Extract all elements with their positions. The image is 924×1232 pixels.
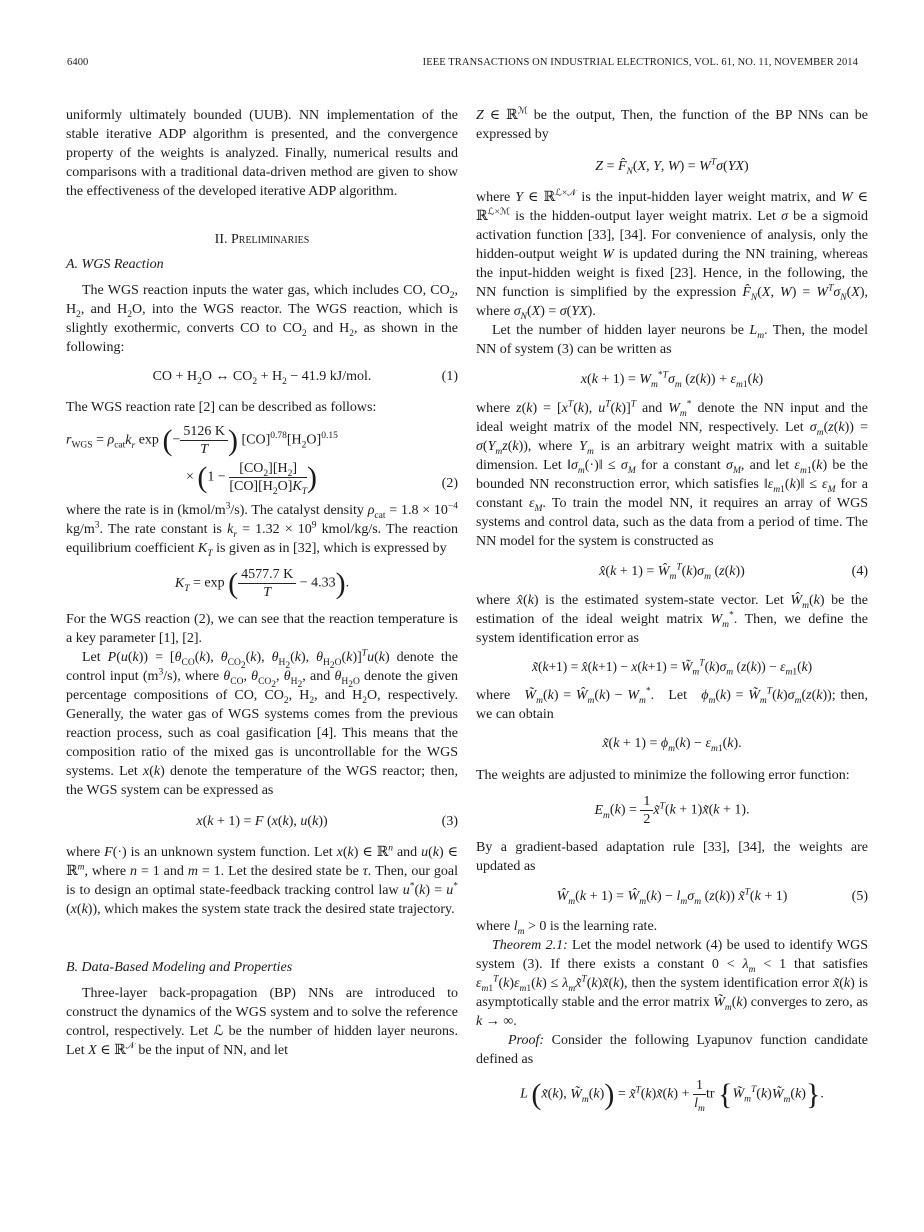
equation-4: x̂(k + $1) = Ŵ_m^T(k)\sigma_m$ (z(k)) (4) bbox=[599, 562, 868, 582]
equation-3: x(k + 1) = F (x(k), u(k)) (3) bbox=[196, 814, 458, 829]
wgs-paragraph: The WGS reaction inputs the water gas, which includes CO, $CO_2$, $H_2$, and $H_2O$, into the WGS reactor. The WGS reaction, which is slightly exothermic, converts CO to $CO_2$ and $H_2$, as shown in the following: bbox=[66, 283, 459, 355]
estimation-paragraph: where x̂(k) is the estimated system-state vector. Let $Ŵ_m(k)$ be the estimation of the ideal weight matrix $W_m^*$. Then, we define the system identification error as bbox=[476, 593, 869, 646]
proof-paragraph: Proof: Consider the following Lyapunov function candidate defined as bbox=[476, 1033, 868, 1067]
subsection-b-heading: B. Data-Based Modeling and Properties bbox=[66, 960, 293, 975]
equation-error-function: $E_m(k)$ = $\frac{1}{2}$ x̃$^T$(k + 1)x̃(k + 1). bbox=[594, 794, 750, 827]
equation-5: $Ŵ_m(k + 1)$ = $Ŵ_m(k) - l_m\sigma_m$ (z(k)) x̃$^T$(k + 1) (5) bbox=[556, 887, 868, 907]
equation-lyapunov: L (x̃(k), $W̃_m(k)$) = x̃$^T$(k)x̃(k) + $\frac{1}{l_m}$ tr $\{W̃_m^T(k)W̃_m(k)\}$. bbox=[520, 1078, 824, 1114]
control-input-paragraph: Let $P(u(k)) = [\theta_{CO}(k)$, $\theta_{CO_2}(k)$, $\theta_{H_2}(k)$, $\theta_{H_2O}(k)]^Tu(k)$ denote the control input $(m^3/s)$, where $\theta_{CO}$, $\theta_{CO_2}$, $\theta_{H_2}$, and $\theta_{H_2O}$ denote the given percentage compositions of CO, $CO_2$, $H_2$, and $H_2O$, respectively. Generally, the water gas of WGS systems comes from the previous reaction process, such as coal gasification [4]. This means that the composition ratio of the mixed gas is uncontrollable for the WGS systems. Let x(k) denote the temperature of the WGS reactor; then, the WGS system can be expressed as bbox=[66, 648, 459, 798]
catalyst-paragraph: where the rate is in $(kmol/m^3/s)$. The catalyst density $\rho_{cat} = 1.8 \times 10^{-4}$ $kg/m^3$. The rate constant is $k_r = 1.32 \times 10^9$ kmol/kg/s. The reaction equilibrium coefficient $K_T$ is given as in [32], which is expressed by bbox=[66, 501, 459, 559]
gradient-paragraph: By a gradient-based adaptation rule [33], [34], the weights are updated as bbox=[476, 840, 868, 874]
intro-paragraph: uniformly ultimately bounded (UUB). NN implementation of the stable iterative ADP algorithm is presented, and the convergence property of the weights is analyzed. Finally, numerical results and comparisons with a traditional data-driven method are given to show the effectiveness of the developed iterative ADP algorithm. bbox=[66, 108, 458, 199]
equation-2-line2: × (1 − $\frac{[CO_2][H_2]}{[CO][H_2O]K_T}$ ) (2) bbox=[186, 461, 458, 497]
section-heading: II. Preliminaries bbox=[214, 232, 310, 247]
equation-1: CO + $H_2O$ ↔ $CO_2 + H_2 - 41.9$ kJ/mol. (1) bbox=[152, 369, 458, 387]
equation-phi: x̃(k + $1) = \phi_m(k) - \varepsilon_{m1}(k)$. bbox=[602, 736, 742, 754]
equation-bp: $Z = F̂_N(X$, Y, $W) = W^T\sigma(YX)$ bbox=[595, 157, 749, 177]
temperature-paragraph: For the WGS reaction (2), we can see that the reaction temperature is a key parameter [1], [2]. bbox=[66, 612, 458, 646]
bp-nn-paragraph: Three-layer back-propagation (BP) NNs are introduced to construct the dynamics of the WGS system and to solve the reference control, respectively. Let ℒ be the number of hidden layer neurons. Let X ∈ ℝ$^𝒩$ be the input of NN, and let bbox=[66, 986, 459, 1058]
equation-ident-error: x̃(k+1) = x̂(k+1) − $x(k+1) = W̃_m^T(k)\sigma_m$ $(z(k)) - \varepsilon_{m1}(k)$ bbox=[531, 658, 813, 678]
equation-2-line1: $r_{WGS} = \rho_{cat}k_r$ exp (− $\frac{5126 K}{T}$ ) $[CO]^{0.78}[H_2O]^{0.15}$ bbox=[66, 424, 338, 457]
output-paragraph: Z ∈ ℝ$^ℳ$ be the output, Then, the function of the BP NNs can be expressed by bbox=[476, 106, 868, 142]
right-column bbox=[476, 106, 868, 1112]
system-function-paragraph: where F(·) is an unknown system function. Let x(k) ∈ ℝ$^n$ and u(k) ∈ ℝ$^m$, where n = 1 and m = 1. Let the desired state be τ. Then, our goal is to design an optimal state-feedback tracking control law u*(k) = u*(x(k)), which makes the system state track the desired state trajectory. bbox=[66, 843, 459, 917]
learning-rate-paragraph: where $l_m > 0$ is the learning rate. bbox=[476, 919, 658, 937]
weight-matrix-paragraph: where Y ∈ ℝ$^{ℒ\times 𝒩}$ is the input-hidden layer weight matrix, and W ∈ ℝ$^{ℒ\times ℳ}$ is the hidden-output layer weight matrix. Let σ be a sigmoid activation function [33], [34]. For convenience of analysis, only the hidden-output weight W is updated during the NN training, whereas the input-hidden weight is fixed [23]. Hence, in the following, the NN function is simplified by the expression $F̂_N(X$, $W) = W^T\sigma_N(X)$, where $\sigma_N(X) = \sigma(YX)$. bbox=[476, 188, 869, 322]
equation-model-nn: $x(k + 1) = W_m^{*T}\sigma_m$ $(z(k)) + \varepsilon_{m1}(k)$ bbox=[580, 370, 764, 390]
weight-error-paragraph: where $W̃_m(k)$ = $Ŵ_m(k) - W_m^*$. Let $\phi_m(k)$ = $W̃_m^T(k)\sigma_m(z(k))$; then, we can obtain bbox=[476, 686, 869, 722]
left-column bbox=[66, 106, 458, 1060]
nn-input-paragraph: where $z(k) = [x^T(k)$, $u^T(k)]^T$ and $W_m^*$ denote the NN input and the ideal weight matrix of the model NN, respectively. Let $\sigma_m(z(k)) = \sigma(Y_mz(k))$, where $Y_m$ is an arbitrary weight matrix with a suitable dimension. Let $‖\sigma_m(\cdot)‖ \le \sigma_M$ for a constant $\sigma_M$, and let $\varepsilon_{m1}(k)$ be the bounded NN reconstruction error, which satisfies $‖\varepsilon_{m1}(k)‖ \le \varepsilon_M$ for a constant $\varepsilon_M$. To train the model NN, it requires an array of WGS systems and control data, such as the data from a period of time. The NN model for the system is constructed as bbox=[476, 399, 869, 549]
error-function-paragraph: The weights are adjusted to minimize the following error function: bbox=[476, 768, 850, 783]
rate-intro: The WGS reaction rate [2] can be described as follows: bbox=[66, 400, 377, 415]
subsection-a-heading: A. WGS Reaction bbox=[66, 257, 164, 272]
page-number: 6400 bbox=[67, 57, 89, 68]
hidden-neurons-paragraph: Let the number of hidden layer neurons be $L_m$. Then, the model NN of system (3) can be written as bbox=[476, 323, 869, 357]
journal-header: IEEE TRANSACTIONS ON INDUSTRIAL ELECTRONICS, VOL. 61, NO. 11, NOVEMBER 2014 bbox=[422, 57, 858, 68]
equation-kt: $K_T = \exp$ ( $\frac{4577.7 K}{T}$ − 4.33). bbox=[174, 567, 350, 600]
theorem-paragraph: Theorem 2.1: Let the model network (4) be used to identify WGS system (3). If there exists a constant $0 < \lambda_m < 1$ that satisfies $\varepsilon_{m1}^T(k)\varepsilon_{m1}(k)$ ≤ $\lambda_mx̃^T(k)x̃(k)$, then the system identification error x̃(k) is asymptotically stable and the error matrix $W̃_m(k)$ converges to zero, as k → ∞. bbox=[476, 938, 869, 1029]
